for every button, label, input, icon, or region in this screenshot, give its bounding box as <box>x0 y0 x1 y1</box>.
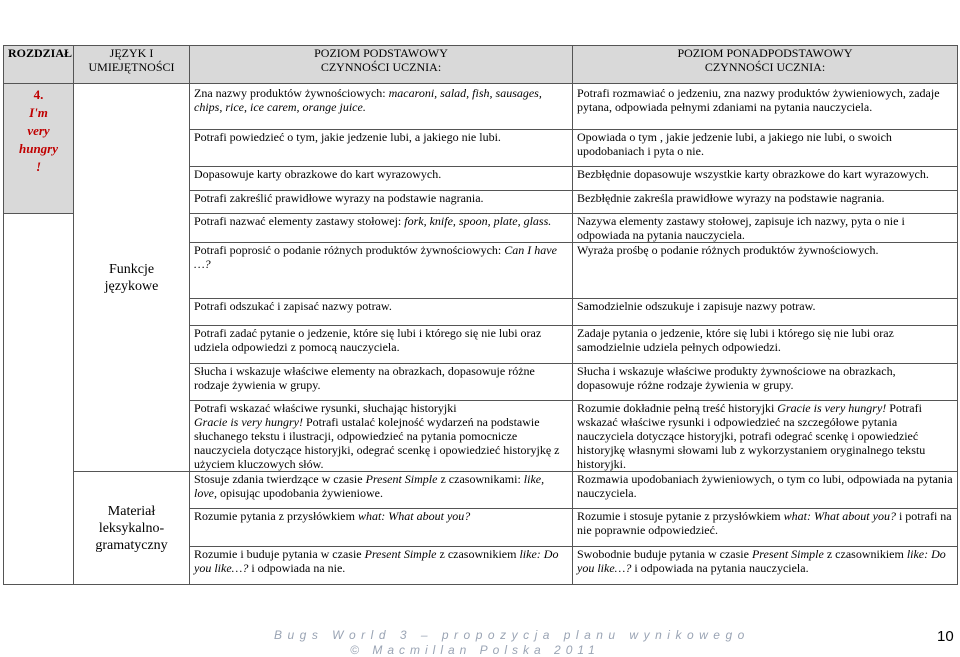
chapter-cell-empty <box>4 214 74 585</box>
basic-item: Rozumie i buduje pytania w czasie Present Simple z czasownikiem like: Do you like…? i odpowiada na nie. <box>190 547 573 585</box>
basic-item: Potrafi poprosić o podanie różnych produktów żywnościowych: Can I have …? <box>190 243 573 299</box>
header-basic-level: POZIOM PODSTAWOWY CZYNNOŚCI UCZNIA: <box>190 46 573 84</box>
page-number: 10 <box>937 628 954 645</box>
chapter-title-line: very <box>27 123 50 138</box>
basic-item: Zna nazwy produktów żywnościowych: macaroni, salad, fish, sausages, chips, rice, ice carem, orange juice. <box>190 84 573 130</box>
footer-copyright: © Macmillan Polska 2011 <box>350 643 600 657</box>
advanced-item: Rozmawia upodobaniach żywieniowych, o tym co lubi, odpowiada na pytania nauczyciela. <box>573 472 958 509</box>
section-funkcje: Funkcje językowe <box>74 84 190 472</box>
table-row <box>4 472 958 509</box>
basic-item: Potrafi odszukać i zapisać nazwy potraw. <box>190 299 573 326</box>
advanced-item: Wyraża prośbę o podanie różnych produktów żywnościowych. <box>573 243 958 299</box>
basic-item: Stosuje zdania twierdzące w czasie Present Simple z czasownikami: like, love, opisując upodobania żywieniowe. <box>190 472 573 509</box>
header-row <box>4 46 958 84</box>
header-jezyk: JĘZYK I UMIEJĘTNOŚCI <box>74 46 190 84</box>
section-material: Materiał leksykalno- gramatyczny <box>74 472 190 585</box>
advanced-item: Bezbłędnie dopasowuje wszystkie karty obrazkowe do kart wyrazowych. <box>573 167 958 191</box>
advanced-item: Nazywa elementy zastawy stołowej, zapisuje ich nazwy, pyta o nie i odpowiada na pytania nauczyciela. <box>573 214 958 243</box>
basic-item: Potrafi nazwać elementy zastawy stołowej: fork, knife, spoon, plate, glass. <box>190 214 573 243</box>
basic-item: Słucha i wskazuje właściwe elementy na obrazkach, dopasowuje różne rodzaje żywienia w grupy. <box>190 364 573 401</box>
header-rozdzial: ROZDZIAŁ <box>4 46 74 84</box>
footer-title: Bugs World 3 – propozycja planu wynikowego <box>274 628 750 642</box>
chapter-title-line: I'm <box>29 105 48 120</box>
advanced-item: Bezbłędnie zakreśla prawidłowe wyrazy na podstawie nagrania. <box>573 191 958 214</box>
basic-item: Potrafi wskazać właściwe rysunki, słuchając historyjki Gracie is very hungry! Potrafi ustalać kolejność wydarzeń na podstawie słuchanego tekstu i ilustracji, odpowiedzieć na pytania pomocnicze nauczyciela dotyczące historyjki, odegrać scenkę i opowiedzieć historyjkę z użyciem kluczowych słów. <box>190 401 573 472</box>
chapter-number: 4. <box>33 87 44 102</box>
advanced-item: Rozumie i stosuje pytanie z przysłówkiem what: What about you? i potrafi na nie poprawnie odpowiedzieć. <box>573 509 958 547</box>
basic-item: Rozumie pytania z przysłówkiem what: What about you? <box>190 509 573 547</box>
chapter-title-line: hungry <box>18 141 59 156</box>
basic-item: Potrafi zadać pytanie o jedzenie, które się lubi i którego się nie lubi oraz udziela odpowiedzi z pomocą nauczyciela. <box>190 326 573 364</box>
advanced-item: Samodzielnie odszukuje i zapisuje nazwy potraw. <box>573 299 958 326</box>
advanced-item: Zadaje pytania o jedzenie, które się lubi i którego się nie lubi oraz samodzielnie udziela pełnych odpowiedzi. <box>573 326 958 364</box>
advanced-item: Opowiada o tym , jakie jedzenie lubi, a jakiego nie lubi, o swoich upodobaniach i pyta o nie. <box>573 130 958 167</box>
advanced-item: Swobodnie buduje pytania w czasie Present Simple z czasownikiem like: Do you like…? i odpowiada na pytania nauczyciela. <box>573 547 958 585</box>
basic-item: Potrafi zakreślić prawidłowe wyrazy na podstawie nagrania. <box>190 191 573 214</box>
basic-item: Dopasowuje karty obrazkowe do kart wyrazowych. <box>190 167 573 191</box>
table-row <box>4 84 958 130</box>
header-advanced-level: POZIOM PONADPODSTAWOWY CZYNNOŚCI UCZNIA: <box>573 46 958 84</box>
advanced-item: Słucha i wskazuje właściwe produkty żywnościowe na obrazkach, dopasowuje różne rodzaje żywienia w grupy. <box>573 364 958 401</box>
chapter-cell <box>4 84 74 214</box>
chapter-title-line: ! <box>35 159 42 174</box>
basic-item: Potrafi powiedzieć o tym, jakie jedzenie lubi, a jakiego nie lubi. <box>190 130 573 167</box>
lesson-plan-table <box>3 45 958 585</box>
advanced-item: Rozumie dokładnie pełną treść historyjki Gracie is very hungry! Potrafi wskazać właściwe rysunki i odpowiedzieć na szczegółowe pytania nauczyciela dotyczące historyjki, potrafi odegrać scenkę i opowiedzieć historyjkę własnymi słowami lub z wykorzystaniem oryginalnego tekstu historyjki. <box>573 401 958 472</box>
advanced-item: Potrafi rozmawiać o jedzeniu, zna nazwy produktów żywieniowych, zadaje pytana, odpowiada pełnymi zdaniami na pytania nauczyciela. <box>573 84 958 130</box>
